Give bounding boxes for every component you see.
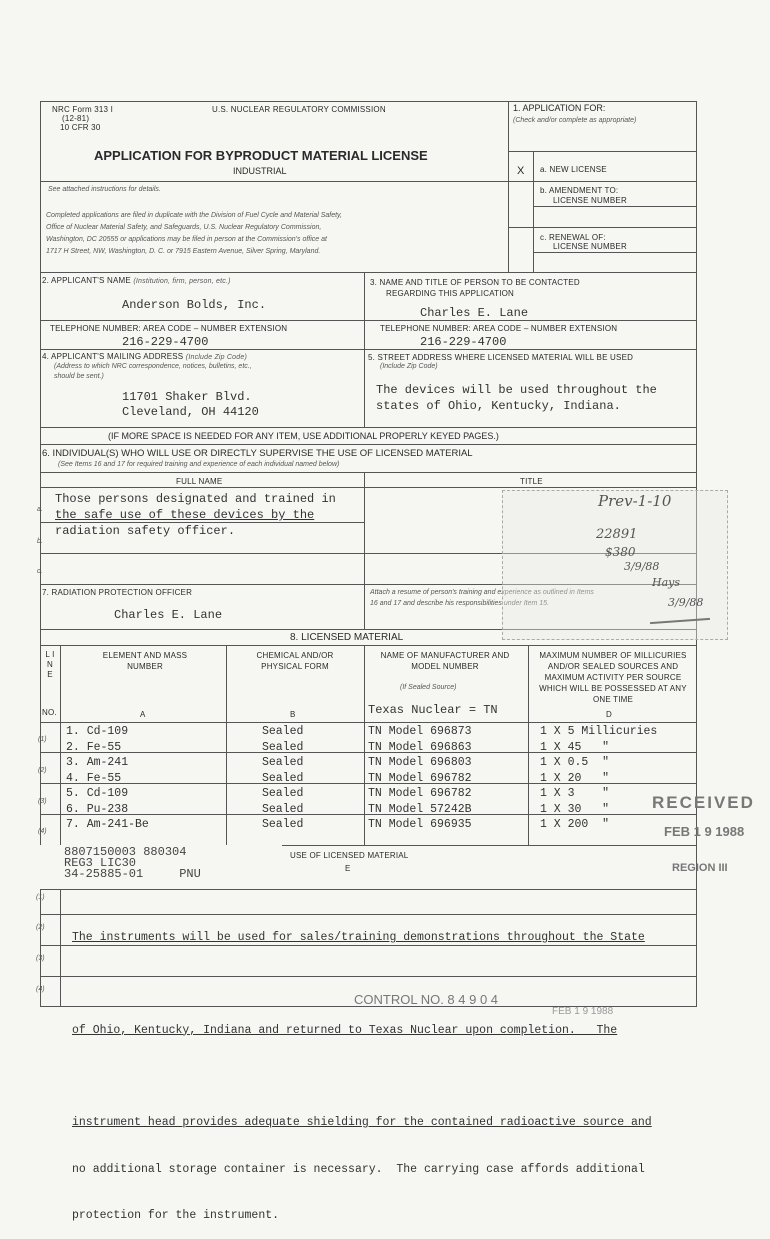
rpo-name: Charles E. Lane (114, 608, 223, 622)
individuals-label: 6. INDIVIDUAL(S) WHO WILL USE OR DIRECTLY SUPERVISE THE USE OF LICENSED MATERIAL (42, 448, 473, 459)
filing-line: Office of Nuclear Material Safety, and Safeguards, U.S. Nuclear Regulatory Commission, (46, 224, 322, 231)
individuals-text (55, 491, 336, 539)
material-model: TN Model 696863 (368, 740, 472, 754)
received-date: FEB 1 9 1988 (664, 824, 745, 839)
line-no-2: (2) (38, 767, 47, 774)
docket-line-1: 8807150003 880304 (64, 845, 187, 859)
region-stamp: REGION III (672, 862, 728, 874)
col-element-header: ELEMENT AND MASS NUMBER (102, 651, 188, 671)
new-license-checkbox[interactable]: X (517, 165, 525, 177)
col-manufacturer-hint: (If Sealed Source) (400, 684, 457, 691)
application-for-label: 1. APPLICATION FOR: (513, 103, 606, 113)
control-number: CONTROL NO. 8 4 9 0 4 (354, 992, 499, 1007)
material-element: 7. Am-241-Be (66, 818, 149, 831)
amendment-option: b. AMENDMENT TO: (540, 186, 619, 195)
rpo-note-2: 16 and 17 and describe his responsibilities under Item 15. (370, 600, 549, 607)
street-line-2: states of Ohio, Kentucky, Indiana. (376, 399, 621, 413)
cfr-ref: 10 CFR 30 (60, 123, 101, 132)
material-element: 5. Cd-109 (66, 787, 129, 800)
filing-text (46, 210, 506, 258)
applicant-name: Anderson Bolds, Inc. (122, 298, 267, 312)
material-form: Sealed (262, 740, 304, 754)
street-label: 5. STREET ADDRESS WHERE LICENSED MATERIAL WILL BE USED (368, 353, 634, 362)
form-id: NRC Form 313 I (52, 105, 114, 114)
row-b-label: b. (37, 538, 43, 545)
form-date: (12-81) (62, 114, 90, 123)
renewal-option: c. RENEWAL OF: (540, 233, 606, 242)
individuals-line: Those persons designated and trained in (55, 492, 336, 506)
street-line-1: The devices will be used throughout the (376, 383, 657, 397)
filing-line: 1717 H Street, NW, Washington, D. C. or 7915 Eastern Avenue, Silver Spring, Maryland. (46, 248, 321, 255)
col-title: TITLE (520, 477, 543, 486)
use-line: no additional storage container is necessary. The carrying case affords additional (72, 1162, 645, 1176)
individuals-line: the safe use of these devices by the (55, 508, 315, 522)
application-for-hint: (Check and/or complete as appropriate) (513, 117, 637, 124)
individuals-line: radiation safety officer. (55, 524, 236, 538)
use-line-no-4: (4) (36, 986, 45, 993)
applicant-phone: 216-229-4700 (122, 335, 209, 349)
docket-line-2: REG3 LIC30 (64, 856, 137, 870)
col-letter-d: D (606, 710, 612, 719)
more-space-note: (IF MORE SPACE IS NEEDED FOR ANY ITEM, USE ADDITIONAL PROPERLY KEYED PAGES.) (108, 431, 499, 441)
contact-name: Charles E. Lane (420, 306, 529, 320)
docket-block (64, 847, 201, 880)
col-letter-a: A (140, 710, 146, 719)
material-quantity: 1 X 30 " (540, 802, 610, 816)
applicant-label-text: 2. APPLICANT'S NAME (42, 276, 131, 285)
mailing-line-1: 11701 Shaker Blvd. (122, 390, 252, 404)
material-model: TN Model 696803 (368, 756, 472, 769)
mailing-hint-3: should be sent.) (54, 373, 104, 380)
contact-phone-label: TELEPHONE NUMBER: AREA CODE – NUMBER EXTENSION (380, 324, 618, 333)
row-c-label: c. (37, 568, 43, 575)
material-element: 6. Pu-238 (66, 802, 129, 816)
mailing-hint: (Include Zip Code) (185, 354, 247, 361)
use-label: USE OF LICENSED MATERIAL (290, 851, 409, 860)
filing-line: Completed applications are filed in duplicate with the Division of Fuel Cycle and Material Safety, (46, 212, 342, 219)
col-manufacturer-header: NAME OF MANUFACTURER AND MODEL NUMBER (380, 651, 510, 671)
mailing-label-text: 4. APPLICANT'S MAILING ADDRESS (42, 352, 184, 361)
applicant-phone-label: TELEPHONE NUMBER: AREA CODE – NUMBER EXTENSION (50, 324, 288, 333)
mailing-hint-2: (Address to which NRC correspondence, notices, bulletins, etc., (54, 363, 252, 370)
use-text (72, 899, 652, 1239)
use-line: instrument head provides adequate shielding for the contained radioactive source and (72, 1116, 652, 1129)
line-no-4: (4) (38, 828, 47, 835)
new-license-option: a. NEW LICENSE (540, 165, 607, 174)
footer-date-stamp: FEB 1 9 1988 (552, 1006, 614, 1017)
material-quantity: 1 X 200 " (540, 818, 610, 831)
material-model: TN Model 696782 (368, 771, 472, 785)
handwriting-2: 22891 (596, 527, 638, 542)
manufacturer-note: Texas Nuclear = TN (368, 703, 498, 717)
instructions-note: See attached instructions for details. (48, 186, 161, 193)
col-max-header: MAXIMUM NUMBER OF MILLICURIES AND/OR SEALED SOURCES AND MAXIMUM ACTIVITY PER SOURCE WHICH WILL BE POSSESSED AT ANY ONE TIME (539, 651, 687, 704)
material-form: Sealed (262, 771, 304, 785)
col-full-name: FULL NAME (176, 477, 223, 486)
licensed-material-label: 8. LICENSED MATERIAL (290, 632, 404, 643)
docket-line-4: PNU (179, 867, 201, 881)
mailing-label (42, 352, 247, 361)
use-line: protection for the instrument. (72, 1209, 280, 1222)
form-subtitle: INDUSTRIAL (233, 166, 287, 176)
material-quantity: 1 X 0.5 " (540, 756, 610, 769)
material-element: 3. Am-241 (66, 756, 129, 769)
use-letter: E (345, 864, 351, 873)
contact-label: 3. NAME AND TITLE OF PERSON TO BE CONTACTED (370, 278, 580, 287)
col-no-header: NO. (42, 708, 57, 717)
material-element: 4. Fe-55 (66, 771, 122, 785)
use-line: of Ohio, Kentucky, Indiana and returned to Texas Nuclear upon completion. The (72, 1023, 618, 1037)
handwriting-6: 3/9/88 (668, 596, 704, 609)
street-hint: (Include Zip Code) (380, 363, 438, 370)
material-model: TN Model 696782 (368, 787, 472, 800)
handwriting-3: $380 (605, 545, 636, 559)
use-line-no-1: (1) (36, 894, 45, 901)
rpo-note-1: Attach a resume of person's training and experience as outlined in Items (370, 589, 594, 596)
material-quantity: 1 X 3 " (540, 787, 610, 800)
material-form: Sealed (262, 725, 304, 738)
material-form: Sealed (262, 787, 304, 800)
applicant-name-label (42, 276, 231, 285)
handwriting-5: Hays (652, 576, 681, 589)
use-line-no-2: (2) (36, 924, 45, 931)
material-model: TN Model 57242B (368, 802, 472, 816)
applicant-hint: (Institution, firm, person, etc.) (133, 278, 231, 285)
col-line-header: L I N E (45, 650, 55, 679)
handwriting-4: 3/9/88 (624, 560, 660, 573)
col-letter-b: B (290, 710, 296, 719)
material-model: TN Model 696935 (368, 818, 472, 831)
material-form: Sealed (262, 818, 304, 831)
contact-label-2: REGARDING THIS APPLICATION (386, 289, 515, 298)
individuals-hint: (See Items 16 and 17 for required training and experience of each individual named below) (58, 461, 340, 468)
use-line: The instruments will be used for sales/training demonstrations throughout the State (72, 931, 645, 944)
form-id-block (52, 105, 113, 132)
agency-name: U.S. NUCLEAR REGULATORY COMMISSION (212, 105, 386, 114)
received-stamp: RECEIVED (652, 793, 755, 812)
col-form-header: CHEMICAL AND/OR PHYSICAL FORM (256, 651, 334, 671)
fee-stamp-box (502, 490, 728, 640)
material-quantity: 1 X 5 Millicuries (540, 725, 658, 738)
use-line-no-3: (3) (36, 955, 45, 962)
filing-line: Washington, DC 20555 or applications may be filed in person at the Commission's office at (46, 236, 327, 243)
line-no-1: (1) (38, 736, 47, 743)
material-element: 1. Cd-109 (66, 725, 129, 738)
line-no-3: (3) (38, 798, 47, 805)
mailing-line-2: Cleveland, OH 44120 (122, 405, 259, 419)
contact-phone: 216-229-4700 (420, 335, 507, 349)
form-title: APPLICATION FOR BYPRODUCT MATERIAL LICENSE (94, 148, 428, 163)
material-element: 2. Fe-55 (66, 740, 122, 754)
amendment-license-number: LICENSE NUMBER (553, 196, 627, 205)
material-model: TN Model 696873 (368, 725, 472, 738)
row-a-label: a. (37, 506, 43, 513)
docket-line-3: 34-25885-01 (64, 867, 144, 881)
rpo-label: 7. RADIATION PROTECTION OFFICER (42, 588, 193, 597)
material-quantity: 1 X 45 " (540, 740, 610, 754)
handwriting-1: Prev-1-10 (598, 492, 672, 510)
material-quantity: 1 X 20 " (540, 771, 610, 785)
material-form: Sealed (262, 756, 304, 769)
renewal-license-number: LICENSE NUMBER (553, 242, 627, 251)
material-form: Sealed (262, 802, 304, 816)
